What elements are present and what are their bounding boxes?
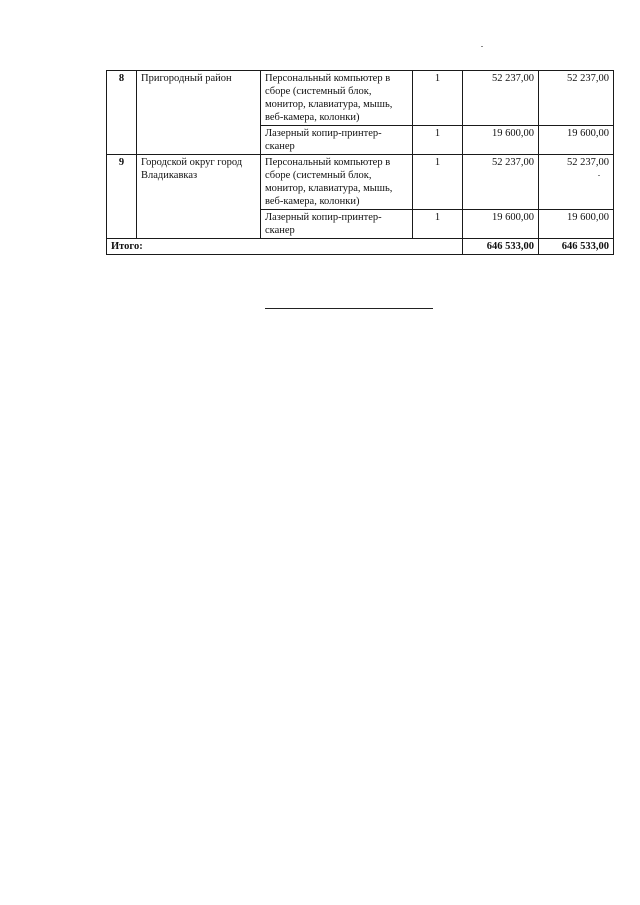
item-quantity: 1 bbox=[413, 71, 463, 126]
item-quantity: 1 bbox=[413, 126, 463, 155]
total-row bbox=[107, 239, 614, 255]
equipment-table bbox=[106, 70, 614, 255]
item-price: 19 600,00 bbox=[463, 126, 539, 155]
item-name: Лазерный копир-принтер-сканер bbox=[261, 210, 413, 239]
row-number: 9 bbox=[107, 155, 137, 239]
item-sum: 19 600,00 bbox=[539, 210, 614, 239]
item-price: 52 237,00 bbox=[463, 155, 539, 210]
district-name: Пригородный район bbox=[137, 71, 261, 155]
item-quantity: 1 bbox=[413, 210, 463, 239]
item-sum: 19 600,00 bbox=[539, 126, 614, 155]
item-name: Персональный компьютер в сборе (системный блок, монитор, клавиатура, мышь, веб-камера, колонки) bbox=[261, 155, 413, 210]
item-quantity: 1 bbox=[413, 155, 463, 210]
item-name: Лазерный копир-принтер-сканер bbox=[261, 126, 413, 155]
district-name: Городской округ город Владикавказ bbox=[137, 155, 261, 239]
table-row bbox=[107, 71, 614, 126]
total-label: Итого: bbox=[107, 239, 463, 255]
item-name: Персональный компьютер в сборе (системный блок, монитор, клавиатура, мышь, веб-камера, колонки) bbox=[261, 71, 413, 126]
scan-speck bbox=[598, 175, 600, 176]
item-price: 19 600,00 bbox=[463, 210, 539, 239]
item-sum: 52 237,00 bbox=[539, 155, 614, 210]
item-price: 52 237,00 bbox=[463, 71, 539, 126]
table-row bbox=[107, 155, 614, 210]
row-number: 8 bbox=[107, 71, 137, 155]
scan-speck bbox=[481, 46, 483, 47]
end-of-document-line bbox=[265, 308, 433, 309]
item-sum: 52 237,00 bbox=[539, 71, 614, 126]
total-sum: 646 533,00 bbox=[539, 239, 614, 255]
total-price: 646 533,00 bbox=[463, 239, 539, 255]
